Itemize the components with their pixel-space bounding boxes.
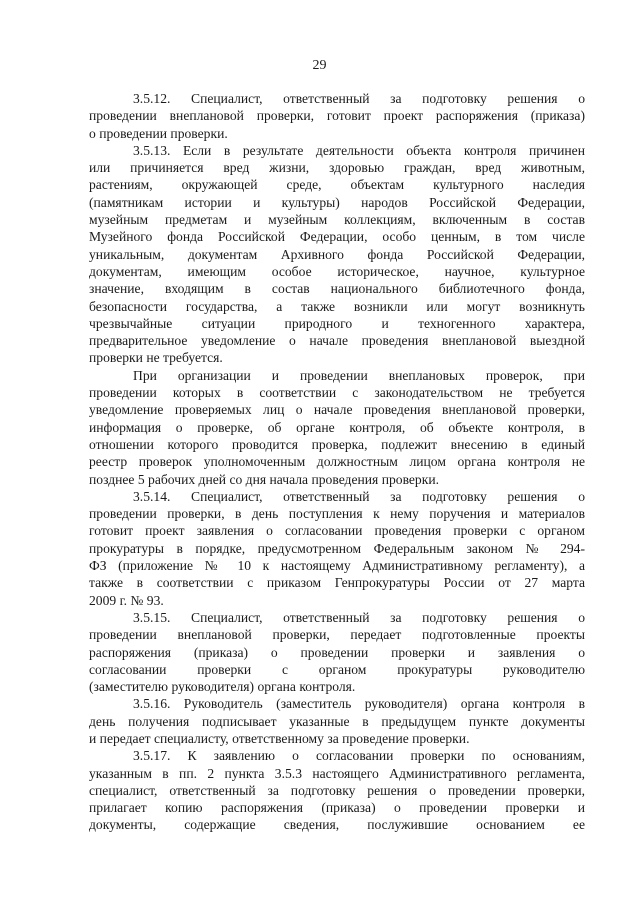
text-line: музейным предметам и музейным коллекциям, включенным в состав: [89, 212, 585, 228]
text-line: проведении внеплановой проверки, готовит проект распоряжения (приказа): [89, 108, 585, 124]
text-line: предварительное уведомление о начале проведения внеплановой выездной: [89, 333, 585, 349]
text-line: При организации и проведении внеплановых проверок, при: [133, 367, 585, 383]
text-line: (заместителю руководителя) органа контроля.: [89, 679, 356, 695]
text-line: и передает специалисту, ответственному за проведение проверки.: [89, 730, 470, 746]
text-line: указанным в пп. 2 пункта 3.5.3 настоящего Административного регламента,: [89, 765, 585, 781]
text-line: день получения подписывает указанные в предыдущем пункте документы: [89, 713, 585, 729]
text-line: проведении которых в соответствии с законодательством не требуется: [89, 385, 585, 401]
text-line: 2009 г. № 93.: [89, 592, 164, 608]
text-line: растениям, окружающей среде, объектам культурного наследия: [89, 177, 585, 193]
text-line: распоряжения (приказа) о проведении проверки и заявления о: [89, 644, 585, 660]
text-line: значение, входящим в состав национального библиотечного фонда,: [89, 281, 585, 297]
text-line: 3.5.15. Специалист, ответственный за подготовку решения о: [133, 609, 585, 625]
text-line: позднее 5 рабочих дней со дня начала проведения проверки.: [89, 471, 440, 487]
text-line: безопасности государства, а также возникли или могут возникнуть: [89, 298, 585, 314]
text-line: (памятникам истории и культуры) народов Российской Федерации,: [89, 194, 585, 210]
paragraph: [89, 609, 585, 695]
text-line: отношении которого проводится проверка, подлежит внесению в единый: [89, 436, 585, 452]
text-line: 3.5.13. Если в результате деятельности объекта контроля причинен: [133, 142, 585, 158]
text-line: или причиняется вред жизни, здоровью граждан, вред животным,: [89, 160, 585, 176]
text-line: готовит проект заявления о согласовании проведения проверки с органом: [89, 523, 585, 539]
text-line: специалист, ответственный за подготовку решения о проведении проверки,: [89, 782, 585, 798]
text-line: 3.5.14. Специалист, ответственный за подготовку решения о: [133, 488, 585, 504]
paragraph: [89, 695, 585, 747]
text-line: Музейного фонда Российской Федерации, особо ценным, в том числе: [89, 229, 585, 245]
document-body: [89, 90, 585, 834]
text-line: чрезвычайные ситуации природного и техногенного характера,: [89, 315, 585, 331]
text-line: прокуратуры в порядке, предусмотренном Федеральным законом № 294-: [89, 540, 585, 556]
page-number: 29: [312, 58, 327, 73]
text-line: уведомление проверяемых лиц о начале проведения внеплановой проверки,: [89, 402, 585, 418]
paragraph: [89, 90, 585, 142]
text-line: уникальным, документам Архивного фонда Российской Федерации,: [89, 246, 585, 262]
text-line: проведении проверки, в день поступления к нему поручения и материалов: [89, 506, 585, 522]
text-line: ФЗ (приложение № 10 к настоящему Административному регламенту), а: [89, 558, 585, 574]
text-line: 3.5.12. Специалист, ответственный за подготовку решения о: [133, 91, 585, 106]
paragraph: [89, 747, 585, 833]
text-line: также в соответствии с приказом Генпрокуратуры России от 27 марта: [89, 575, 585, 591]
paragraph: [89, 367, 585, 488]
text-line: документы, содержащие сведения, послужившие основанием ее: [89, 817, 585, 833]
paragraph: [89, 488, 585, 609]
text-line: 3.5.16. Руководитель (заместитель руководителя) органа контроля в: [133, 696, 585, 712]
text-line: согласовании проверки с органом прокуратуры руководителю: [89, 661, 585, 677]
text-line: реестр проверок уполномоченным должностным лицом органа контроля не: [89, 454, 585, 470]
text-line: документам, имеющим особое историческое, научное, культурное: [89, 263, 585, 279]
text-line: информация о проверке, об органе контроля, об объекте контроля, в: [89, 419, 585, 435]
text-line: 3.5.17. К заявлению о согласовании проверки по основаниям,: [133, 748, 585, 764]
text-line: о проведении проверки.: [89, 125, 228, 141]
text-line: проведении внеплановой проверки, передает подготовленные проекты: [89, 627, 585, 643]
text-line: прилагает копию распоряжения (приказа) о проведении проверки и: [89, 800, 585, 816]
text-line: проверки не требуется.: [89, 350, 223, 366]
paragraph: [89, 142, 585, 367]
